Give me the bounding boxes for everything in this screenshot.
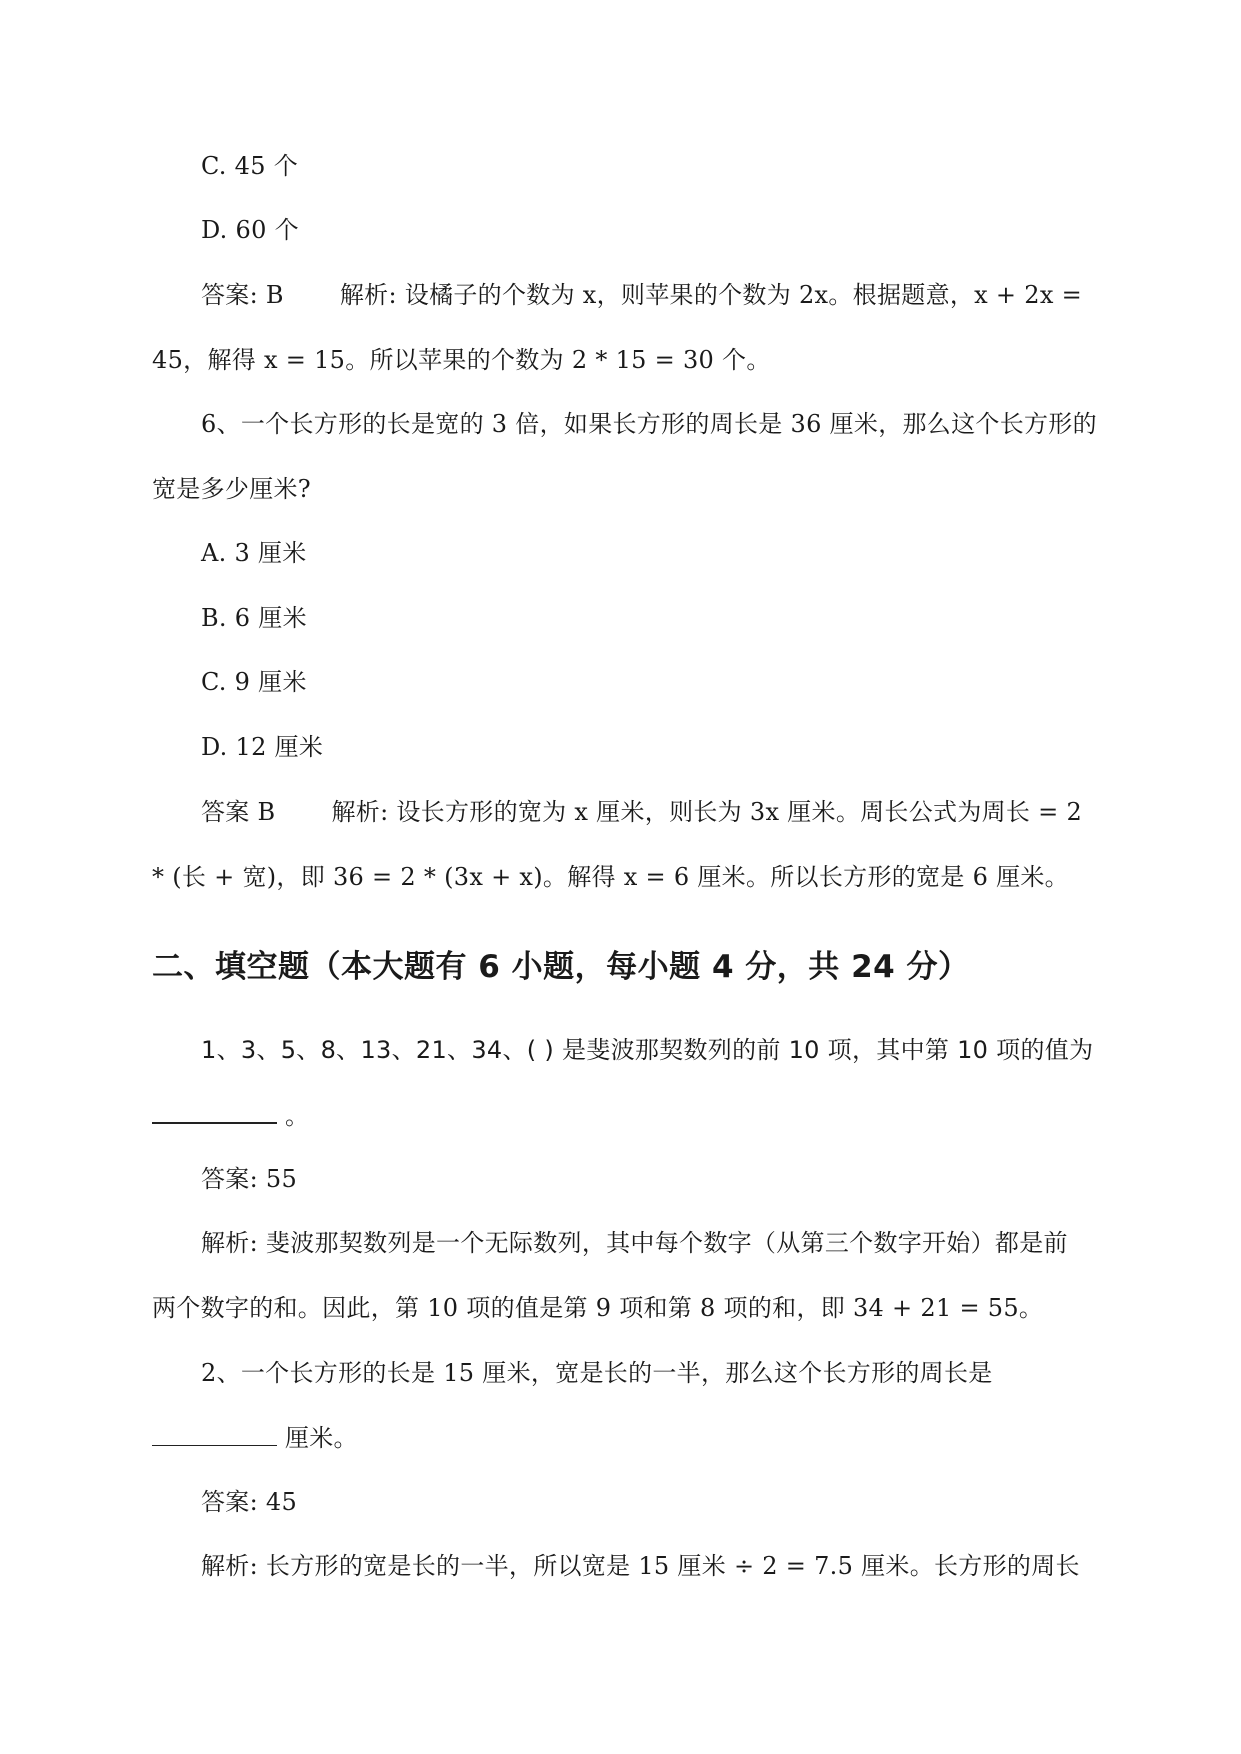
fill2-question-line2 [152, 1421, 358, 1454]
q5-analysis-line2: 45，解得 x = 15。所以苹果的个数为 2 * 15 = 30 个。 [152, 346, 771, 374]
q5-answer-label: 答案: B [201, 281, 284, 309]
q6-answer-label: 答案 B [201, 798, 276, 826]
fill2-answer: 答案: 45 [201, 1488, 298, 1516]
fill1-answer: 答案: 55 [201, 1165, 298, 1193]
fill1-analysis-line1: 解析: 斐波那契数列是一个无际数列，其中每个数字（从第三个数字开始）都是前 [201, 1229, 1068, 1257]
fill2-question-line1: 2、一个长方形的长是 15 厘米，宽是长的一半，那么这个长方形的周长是 [201, 1359, 993, 1387]
fill2-answer-blank[interactable] [152, 1421, 277, 1446]
q6-answer-line [201, 796, 1082, 828]
fill1-question-end: 。 [284, 1102, 310, 1130]
q5-option-d: D. 60 个 [201, 216, 299, 244]
q6-question-line2: 宽是多少厘米? [152, 475, 311, 503]
q6-option-d: D. 12 厘米 [201, 733, 324, 761]
section-heading: 二、填空题（本大题有 6 小题，每小题 4 分，共 24 分） [152, 949, 970, 985]
q5-answer-line [201, 279, 1089, 311]
q6-question-line1: 6、一个长方形的长是宽的 3 倍，如果长方形的周长是 36 厘米，那么这个长方形的 [201, 410, 1097, 438]
q6-option-a: A. 3 厘米 [201, 539, 307, 567]
q6-option-b: B. 6 厘米 [201, 604, 307, 632]
fill2-question-end: 厘米。 [284, 1424, 358, 1452]
q5-option-c: C. 45 个 [201, 152, 299, 180]
q6-analysis-line1: 解析: 设长方形的宽为 x 厘米，则长为 3x 厘米。周长公式为周长 = 2 [331, 798, 1083, 826]
q5-analysis-line1: 解析: 设橘子的个数为 x，则苹果的个数为 2x。根据题意，x + 2x = [339, 281, 1083, 309]
q6-option-c: C. 9 厘米 [201, 668, 307, 696]
q6-analysis-line2: * (长 + 宽)，即 36 = 2 * (3x + x)。解得 x = 6 厘米。所以长方形的宽是 6 厘米。 [152, 863, 1069, 891]
fill1-answer-blank[interactable] [152, 1098, 277, 1124]
fill1-question-line1: 1、3、5、8、13、21、34、( ) 是斐波那契数列的前 10 项，其中第 10 项的值为 [201, 1036, 1094, 1064]
fill2-analysis-line1: 解析: 长方形的宽是长的一半，所以宽是 15 厘米 ÷ 2 = 7.5 厘米。长方形的周长 [201, 1552, 1080, 1580]
fill1-question-line2 [152, 1098, 309, 1132]
fill1-analysis-line2: 两个数字的和。因此，第 10 项的值是第 9 项和第 8 项的和，即 34 + 21 = 55。 [152, 1294, 1044, 1322]
